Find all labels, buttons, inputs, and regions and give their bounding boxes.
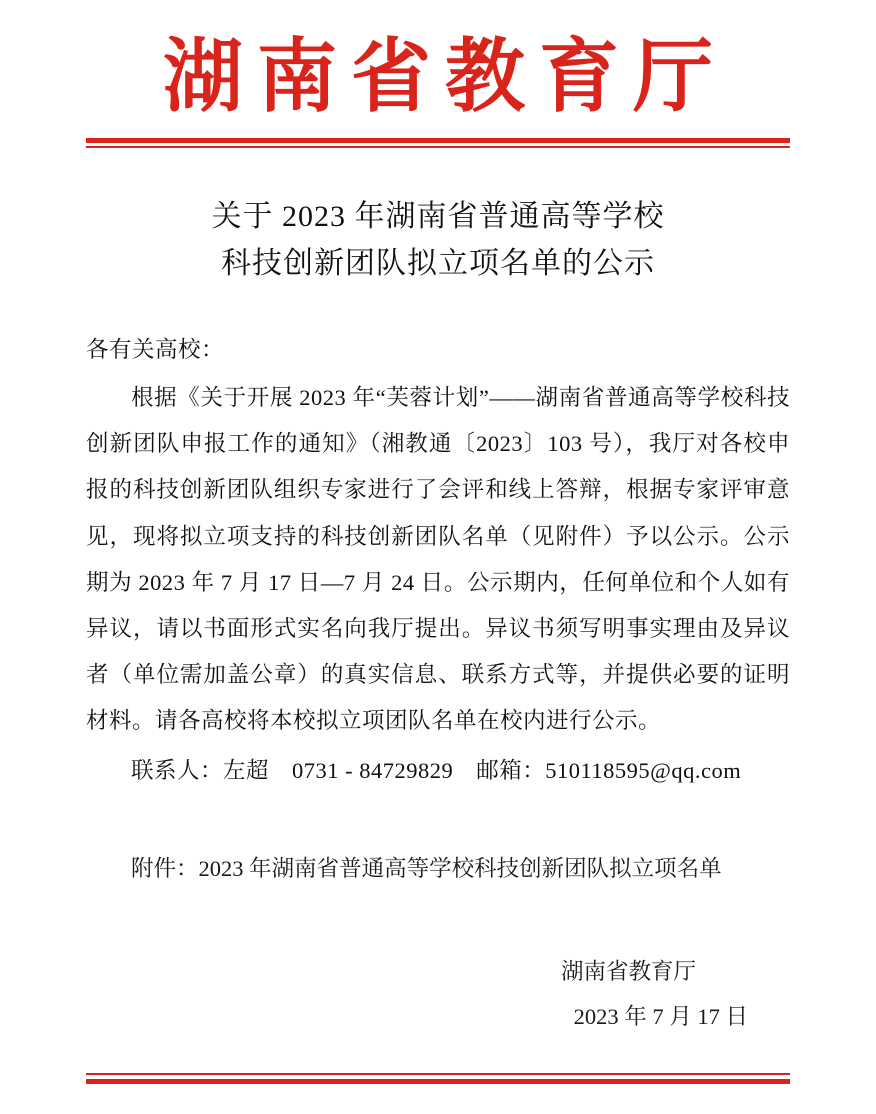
masthead bbox=[86, 29, 790, 148]
footer-rule-thick bbox=[86, 1079, 790, 1084]
document-body bbox=[86, 327, 790, 794]
masthead-rules bbox=[86, 138, 790, 148]
masthead-rule-thin bbox=[86, 146, 790, 148]
signature-organization: 湖南省教育厅 bbox=[560, 959, 696, 985]
document-title-line-1: 关于 2023 年湖南省普通高等学校 bbox=[211, 200, 665, 233]
contact-line: 联系人：左超 0731 - 84729829 邮箱：510118595@qq.com bbox=[131, 758, 742, 784]
signature-date: 2023 年 7 月 17 日 bbox=[573, 1004, 748, 1030]
attachment-line: 附件：2023 年湖南省普通高等学校科技创新团队拟立项名单 bbox=[131, 856, 722, 882]
document-title bbox=[86, 194, 790, 287]
signature-block bbox=[86, 949, 790, 1039]
document-title-line-2: 科技创新团队拟立项名单的公示 bbox=[221, 246, 655, 280]
body-paragraph-1: 根据《关于开展 2023 年“芙蓉计划”——湖南省普通高等学校科技创新团队申报工作的通知》（湘教通〔2023〕103 号），我厅对各校申报的科技创新团队组织专家进行了会评和线上答辩，根据专家评审意见，现将拟立项支持的科技创新团队名单（见附件）予以公示。公示期为 2023 年 7 月 17 日—7 月 24 日。公示期内，任何单位和个人如有异议，请以书面形式实名向我厅提出。异议书须写明事实理由及异议者（单位需加盖公章）的真实信息、联系方式等，并提供必要的证明材料。请各高校将本校拟立项团队名单在校内进行公示。 bbox=[86, 385, 790, 733]
footer-rules bbox=[86, 1073, 790, 1084]
salutation: 各有关高校： bbox=[86, 337, 225, 362]
issuing-authority-title: 湖南省教育厅 bbox=[163, 29, 727, 123]
